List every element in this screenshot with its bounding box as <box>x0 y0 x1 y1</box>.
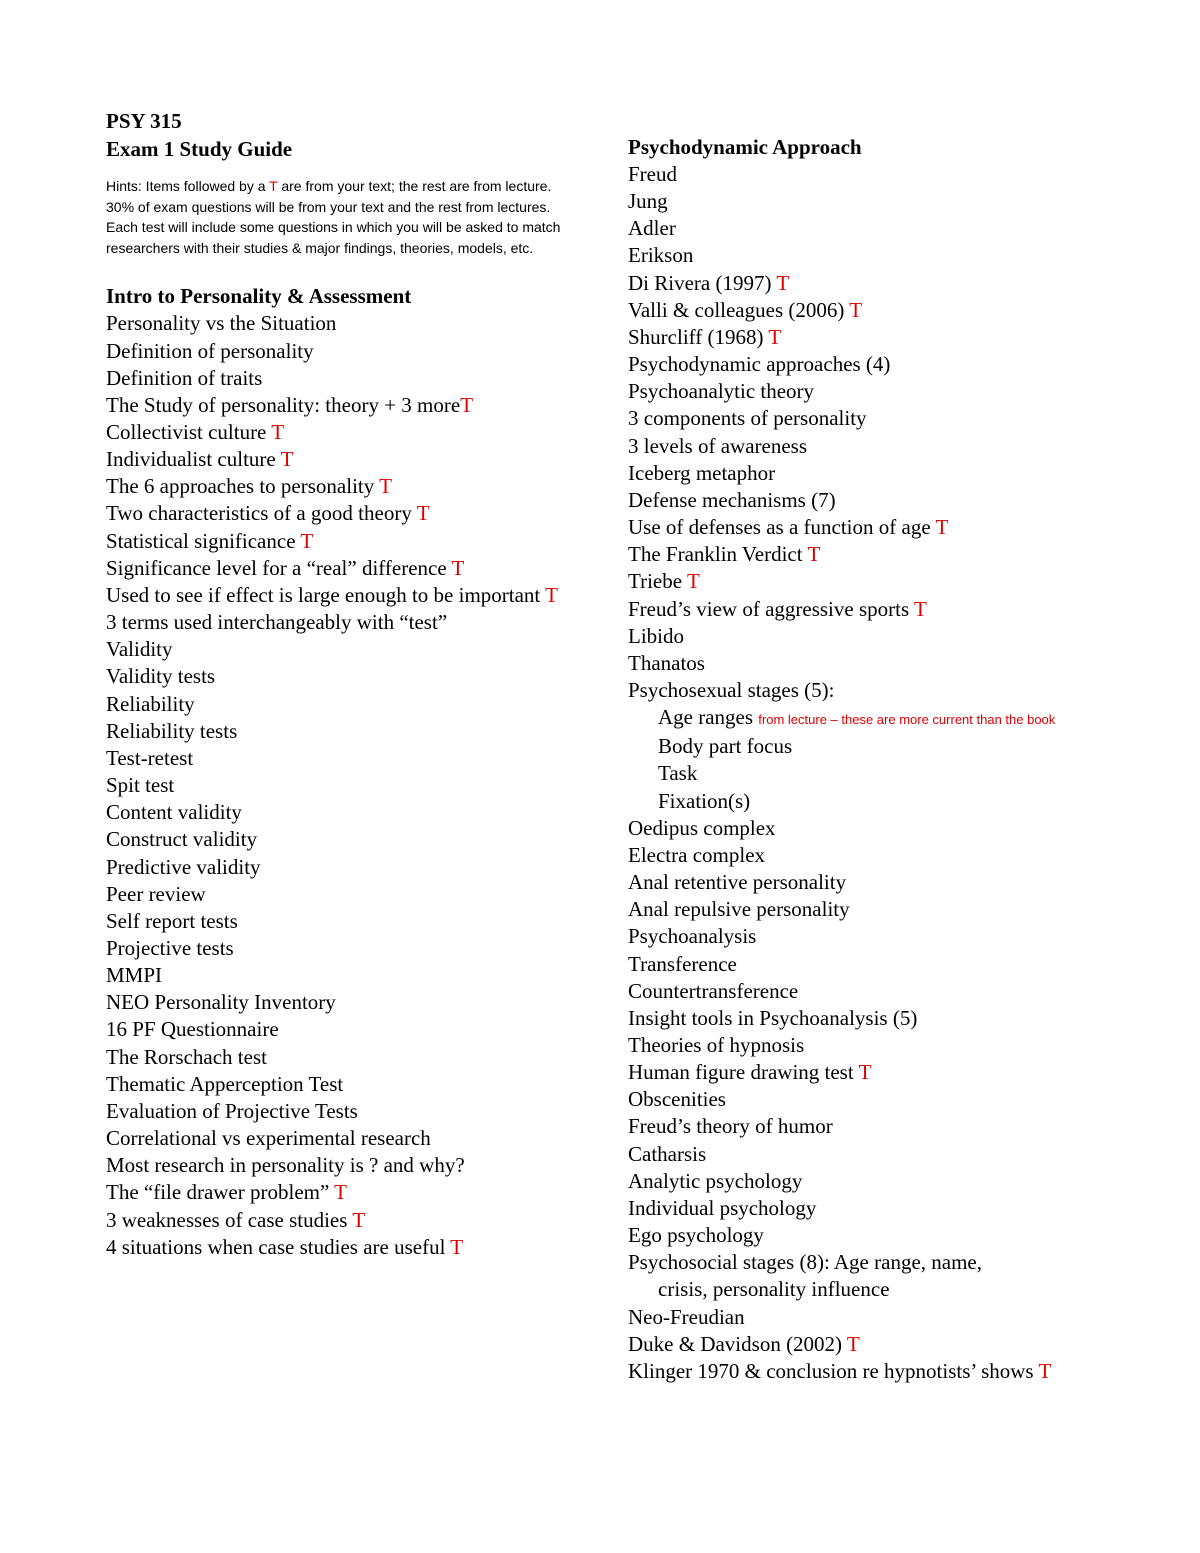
topic-text: Validity <box>106 637 173 662</box>
topic-note: from lecture – these are more current than the book <box>758 712 1056 728</box>
topic-text: Psychosexual stages (5): <box>628 677 835 702</box>
text-source-marker: T <box>807 542 821 567</box>
topic-text: Statistical significance <box>106 528 301 553</box>
topic-item <box>106 881 586 908</box>
topic-item <box>628 815 1188 842</box>
text-source-marker: T <box>300 528 314 553</box>
topic-text: Test-retest <box>106 745 194 770</box>
topic-text: Individual psychology <box>628 1195 817 1220</box>
topic-item <box>106 528 586 555</box>
topic-text: Predictive validity <box>106 854 261 879</box>
topic-text: Anal retentive personality <box>628 870 847 895</box>
text-source-marker: T <box>280 447 294 472</box>
topic-text: Construct validity <box>106 827 258 852</box>
topic-text: Neo-Freudian <box>628 1304 745 1329</box>
topic-item <box>628 677 1188 704</box>
topic-text: Electra complex <box>628 842 766 867</box>
topic-text: Erikson <box>628 243 694 268</box>
topic-text: Freud’s view of aggressive sports <box>628 596 914 621</box>
topic-item <box>628 923 1188 950</box>
topic-item <box>628 1249 1188 1276</box>
topic-item <box>628 487 1188 514</box>
topic-text: Task <box>658 761 698 786</box>
hints-text-start: Hints: Items followed by a <box>106 178 270 194</box>
topic-item <box>106 500 586 527</box>
topic-text: 3 levels of awareness <box>628 433 808 458</box>
topic-text: Valli & colleagues (2006) <box>628 297 850 322</box>
text-source-marker: T <box>1038 1358 1052 1383</box>
topic-item <box>106 473 586 500</box>
topic-item <box>106 582 586 609</box>
topic-item <box>106 365 586 392</box>
topic-text: 16 PF Questionnaire <box>106 1017 279 1042</box>
text-source-marker: T <box>451 555 465 580</box>
topic-text: Libido <box>628 623 684 648</box>
intro-topic-list <box>106 310 586 1260</box>
topic-item <box>628 378 1188 405</box>
topic-item <box>106 338 586 365</box>
topic-item <box>106 826 586 853</box>
topic-item <box>106 854 586 881</box>
course-code: PSY 315 <box>106 109 182 133</box>
topic-item <box>628 568 1188 595</box>
topic-text: Validity tests <box>106 664 216 689</box>
topic-text: Spit test <box>106 773 175 798</box>
topic-text: Definition of traits <box>106 365 263 390</box>
topic-item <box>106 718 586 745</box>
topic-text: Adler <box>628 216 676 241</box>
topic-item <box>106 799 586 826</box>
topic-item <box>628 869 1188 896</box>
topic-item <box>628 1059 1188 1086</box>
topic-item <box>628 896 1188 923</box>
topic-text: Individualist culture <box>106 447 281 472</box>
text-source-marker: T <box>545 582 558 607</box>
topic-item <box>106 1234 586 1261</box>
topic-text: Iceberg metaphor <box>628 460 776 485</box>
right-column <box>628 134 1188 1385</box>
topic-item <box>628 1222 1188 1249</box>
topic-text: Catharsis <box>628 1141 707 1166</box>
text-source-marker: T <box>379 474 392 499</box>
text-source-marker: T <box>849 297 863 322</box>
topic-text: 4 situations when case studies are useful <box>106 1234 451 1259</box>
text-source-marker: T <box>935 515 949 540</box>
topic-text: MMPI <box>106 963 163 988</box>
topic-item <box>628 596 1188 623</box>
topic-text: Theories of hypnosis <box>628 1033 805 1057</box>
topic-text: Two characteristics of a good theory <box>106 501 417 526</box>
topic-text: Body part focus <box>658 734 793 759</box>
topic-item <box>628 1005 1188 1032</box>
topic-text: 3 terms used interchangeably with “test” <box>106 610 448 635</box>
section-heading-psychodynamic: Psychodynamic Approach <box>628 135 862 159</box>
text-source-marker: T <box>271 420 285 444</box>
topic-item <box>106 446 586 473</box>
topic-item <box>628 623 1188 650</box>
topic-text: The Rorschach test <box>106 1044 267 1069</box>
topic-item <box>628 433 1188 460</box>
psychodynamic-topic-list <box>628 161 1188 1385</box>
topic-item <box>106 935 586 962</box>
text-source-marker: T <box>450 1234 464 1259</box>
hints-text-end: are from your text; the rest are from lecture. 30% of exam questions will be from your text and the rest from lectures. Each test will include some questions in which you will be asked to match researchers with their studies & major findings, theories, models, etc. <box>106 178 561 256</box>
text-source-marker: T <box>858 1060 872 1085</box>
topic-text: Personality vs the Situation <box>106 311 337 336</box>
topic-item <box>628 650 1188 677</box>
topic-text: Psychodynamic approaches (4) <box>628 352 891 377</box>
topic-text: Self report tests <box>106 908 238 933</box>
topic-item <box>106 1207 586 1234</box>
topic-text: Peer review <box>106 881 206 906</box>
topic-item <box>628 1276 1188 1303</box>
topic-item <box>628 1195 1188 1222</box>
text-source-marker: T <box>334 1180 347 1205</box>
topic-text: Content validity <box>106 800 242 825</box>
topic-text: Significance level for a “real” difference <box>106 555 452 580</box>
topic-text: Thanatos <box>628 650 705 675</box>
topic-text: Definition of personality <box>106 338 314 363</box>
topic-text: Reliability tests <box>106 718 238 743</box>
topic-item <box>628 215 1188 242</box>
text-source-marker: T <box>846 1331 860 1356</box>
topic-item <box>106 1044 586 1071</box>
topic-text: 3 weaknesses of case studies <box>106 1207 353 1232</box>
topic-item <box>628 978 1188 1005</box>
topic-text: Use of defenses as a function of age <box>628 515 936 540</box>
topic-text: Klinger 1970 & conclusion re hypnotists’ shows <box>628 1358 1039 1383</box>
topic-text: Most research in personality is ? and why? <box>106 1153 465 1178</box>
topic-text: Triebe <box>628 569 687 594</box>
topic-text: Transference <box>628 951 737 976</box>
topic-item <box>628 324 1188 351</box>
left-column <box>106 107 586 1261</box>
topic-text: Projective tests <box>106 935 234 960</box>
topic-text: Fixation(s) <box>658 788 751 813</box>
hints-t-marker: T <box>269 178 278 194</box>
topic-item <box>106 1016 586 1043</box>
text-source-marker: T <box>776 270 790 295</box>
topic-item <box>106 745 586 772</box>
topic-text: Thematic Apperception Test <box>106 1071 344 1096</box>
topic-item <box>628 297 1188 324</box>
topic-item <box>106 962 586 989</box>
topic-text: The “file drawer problem” <box>106 1180 335 1205</box>
topic-item <box>628 704 1188 733</box>
topic-text: Age ranges <box>658 705 759 730</box>
text-source-marker: T <box>352 1207 366 1232</box>
topic-item <box>106 555 586 582</box>
topic-item <box>106 392 586 419</box>
topic-item <box>628 1032 1188 1059</box>
topic-text: crisis, personality influence <box>658 1277 890 1302</box>
topic-text: Obscenities <box>628 1087 726 1112</box>
topic-text: 3 components of personality <box>628 406 867 431</box>
topic-item <box>628 760 1188 787</box>
topic-text: Duke & Davidson (2002) <box>628 1331 847 1356</box>
topic-text: Used to see if effect is large enough to be important <box>106 582 546 607</box>
topic-item <box>106 1179 586 1206</box>
topic-text: Countertransference <box>628 978 799 1003</box>
topic-text: NEO Personality Inventory <box>106 990 336 1015</box>
topic-item <box>106 691 586 718</box>
topic-item <box>628 514 1188 541</box>
topic-item <box>628 405 1188 432</box>
topic-text: Anal repulsive personality <box>628 897 850 922</box>
topic-item <box>628 1304 1188 1331</box>
topic-text: Psychoanalysis <box>628 924 757 949</box>
topic-item <box>106 1152 586 1179</box>
topic-text: Freud’s theory of humor <box>628 1114 833 1139</box>
text-source-marker: T <box>914 596 927 621</box>
topic-text: Collectivist culture <box>106 420 272 444</box>
topic-item <box>628 842 1188 869</box>
topic-item <box>106 310 586 337</box>
topic-text: Di Rivera (1997) <box>628 270 777 295</box>
topic-item <box>106 989 586 1016</box>
topic-item <box>628 270 1188 297</box>
topic-item <box>628 733 1188 760</box>
topic-item <box>628 541 1188 568</box>
topic-item <box>106 609 586 636</box>
topic-item <box>106 1098 586 1125</box>
topic-text: Human figure drawing test <box>628 1060 859 1085</box>
topic-item <box>628 1113 1188 1140</box>
topic-text: The Franklin Verdict <box>628 542 808 567</box>
topic-text: Jung <box>628 189 668 214</box>
section-heading-intro-personality: Intro to Personality & Assessment <box>106 284 412 309</box>
topic-item <box>628 788 1188 815</box>
topic-item <box>106 663 586 690</box>
topic-text: Evaluation of Projective Tests <box>106 1098 358 1123</box>
topic-text: The Study of personality: theory + 3 more <box>106 392 461 417</box>
topic-item <box>106 1071 586 1098</box>
topic-item <box>628 1331 1188 1358</box>
topic-text: Psychoanalytic theory <box>628 379 815 404</box>
topic-text: Reliability <box>106 691 195 716</box>
topic-item <box>628 242 1188 269</box>
topic-text: Correlational vs experimental research <box>106 1126 431 1151</box>
topic-item <box>106 636 586 663</box>
topic-item <box>628 460 1188 487</box>
topic-item <box>106 1125 586 1152</box>
topic-text: Psychosocial stages (8): Age range, name, <box>628 1250 982 1275</box>
text-source-marker: T <box>686 569 700 594</box>
topic-item <box>628 188 1188 215</box>
topic-text: Freud <box>628 162 677 186</box>
topic-text: Ego psychology <box>628 1223 764 1248</box>
topic-item <box>628 1168 1188 1195</box>
topic-item <box>106 772 586 799</box>
topic-item <box>106 419 586 446</box>
topic-text: Analytic psychology <box>628 1168 803 1193</box>
topic-item <box>628 1141 1188 1168</box>
text-source-marker: T <box>768 324 782 349</box>
topic-item <box>628 951 1188 978</box>
topic-text: The 6 approaches to personality <box>106 474 380 499</box>
topic-item <box>628 351 1188 378</box>
hints-paragraph <box>106 176 576 258</box>
topic-item <box>628 1358 1188 1385</box>
topic-item <box>628 1086 1188 1113</box>
document-title: Exam 1 Study Guide <box>106 137 293 161</box>
topic-text: Oedipus complex <box>628 815 776 840</box>
text-source-marker: T <box>460 392 474 417</box>
topic-item <box>628 161 1188 188</box>
topic-text: Insight tools in Psychoanalysis (5) <box>628 1005 918 1030</box>
topic-item <box>106 908 586 935</box>
topic-text: Defense mechanisms (7) <box>628 487 836 512</box>
text-source-marker: T <box>416 501 430 526</box>
topic-text: Shurcliff (1968) <box>628 324 769 349</box>
